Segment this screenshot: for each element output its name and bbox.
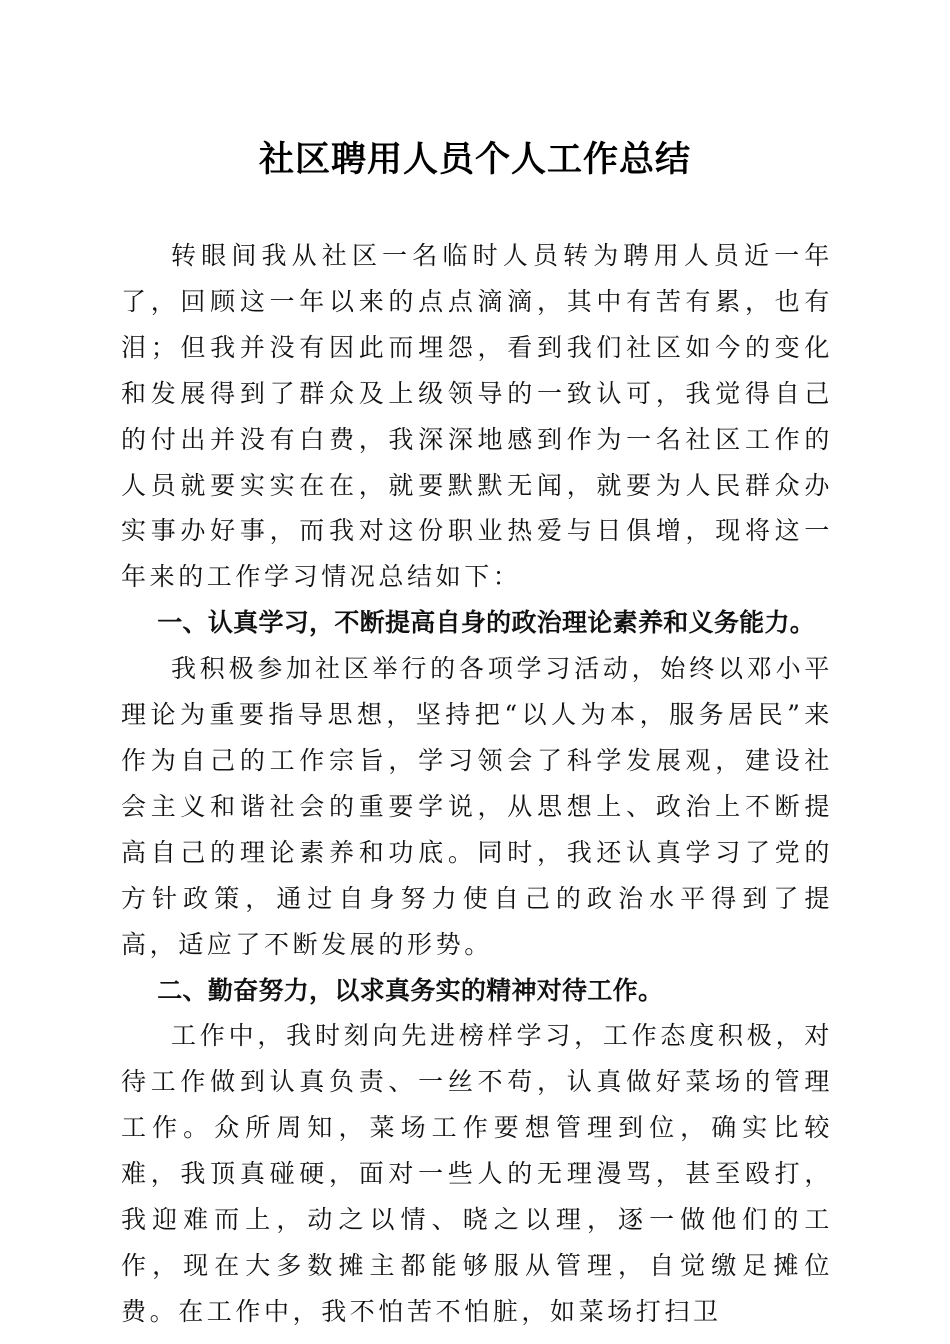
document-body	[121, 233, 833, 1335]
section-heading-2: 二、勤奋努力，以求真务实的精神对待工作。	[157, 975, 664, 1005]
section-2-paragraph: 工作中，我时刻向先进榜样学习，工作态度积极，对待工作做到认真负责、一丝不苟，认真做好菜场的管理工作。众所周知，菜场工作要想管理到位，确实比较难，我顶真碰硬，面对一些人的无理漫骂，甚至殴打，我迎难而上，动之以情、晓之以理，逐一做他们的工作，现在大多数摊主都能够服从管理，自觉缴足摊位费。在工作中，我不怕苦不怕脏，如菜场打扫卫	[121, 1021, 833, 1326]
intro-paragraph: 转眼间我从社区一名临时人员转为聘用人员近一年了，回顾这一年以来的点点滴滴，其中有苦有累，也有泪；但我并没有因此而埋怨，看到我们社区如今的变化和发展得到了群众及上级领导的一致认可，我觉得自己的付出并没有白费，我深深地感到作为一名社区工作的人员就要实实在在，就要默默无闻，就要为人民群众办实事办好事，而我对这份职业热爱与日俱增，现将这一年来的工作学习情况总结如下：	[121, 241, 833, 592]
section-1-paragraph: 我积极参加社区举行的各项学习活动，始终以邓小平理论为重要指导思想，坚持把“以人为本，服务居民”来作为自己的工作宗旨，学习领会了科学发展观，建设社会主义和谐社会的重要学说，从思想上、政治上不断提高自己的理论素养和功底。同时，我还认真学习了党的方针政策，通过自身努力使自己的政治水平得到了提高，适应了不断发展的形势。	[121, 654, 833, 959]
section-heading-1: 一、认真学习，不断提高自身的政治理论素养和义务能力。	[157, 608, 816, 638]
document-title: 社区聘用人员个人工作总结	[258, 139, 691, 180]
